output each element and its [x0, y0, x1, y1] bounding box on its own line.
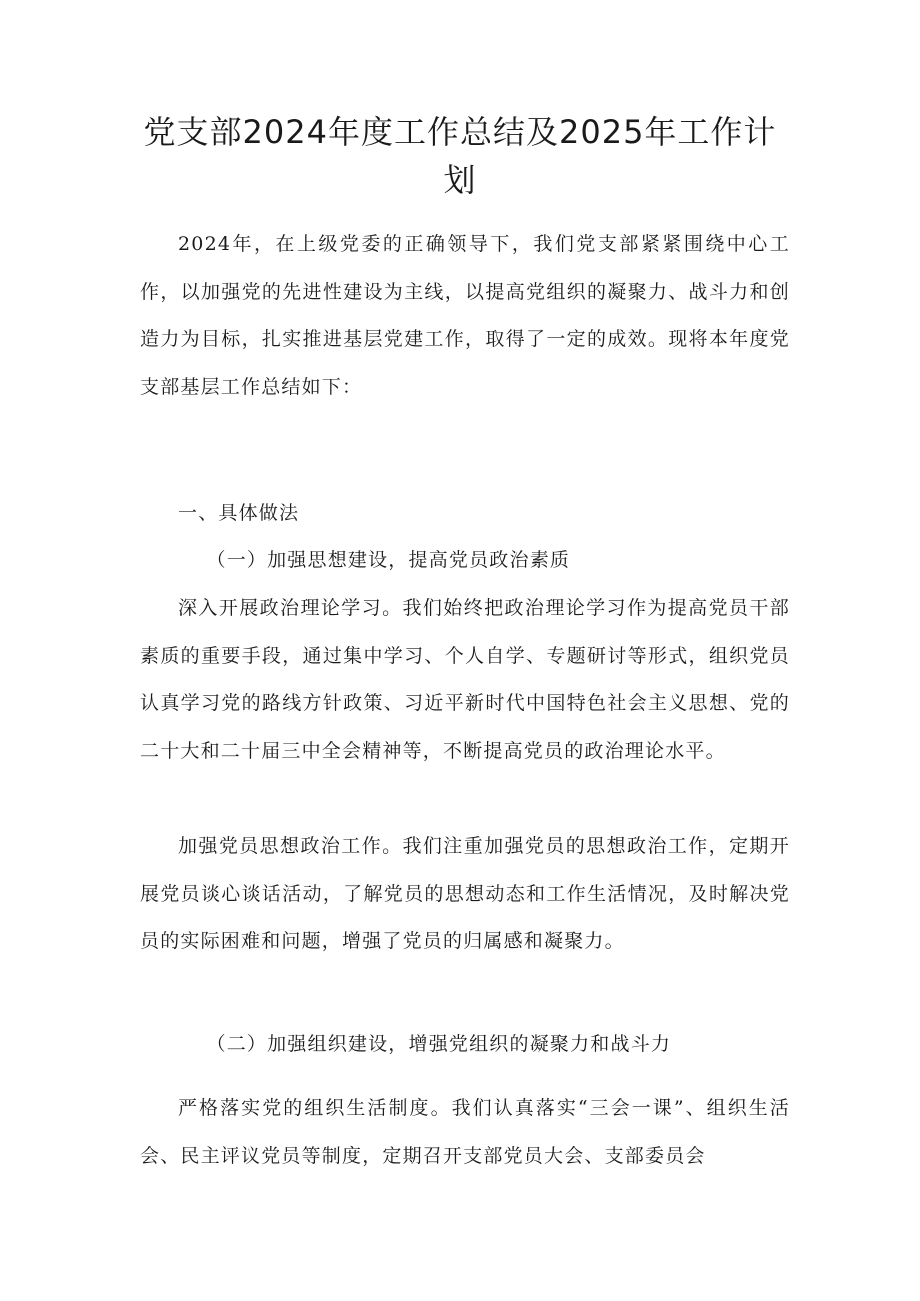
subsection-2-paragraph-1: 严格落实党的组织生活制度。我们认真落实“三会一课”、组织生活会、民主评议党员等制度，定期召开支部党员大会、支部委员会: [140, 1097, 790, 1167]
subsection-1-paragraph-2: 加强党员思想政治工作。我们注重加强党员的思想政治工作，定期开展党员谈心谈话活动，了解党员的思想动态和工作生活情况，及时解决党员的实际困难和问题，增强了党员的归属感和凝聚力。: [140, 835, 790, 952]
intro-paragraph: 2024年，在上级党委的正确领导下，我们党支部紧紧围绕中心工作，以加强党的先进性建设为主线，以提高党组织的凝聚力、战斗力和创造力为目标，扎实推进基层党建工作，取得了一定的成效。现将本年度党支部基层工作总结如下：: [140, 233, 790, 398]
document-title-line-1: 党支部2024年度工作总结及2025年工作计: [143, 113, 777, 151]
document-title-line-2: 划: [443, 161, 477, 199]
section-1-heading: 一、具体做法: [178, 502, 300, 524]
subsection-1-heading: （一）加强思想建设，提高党员政治素质: [206, 549, 571, 571]
subsection-2-heading: （二）加强组织建设，增强党组织的凝聚力和战斗力: [206, 1033, 672, 1055]
subsection-1-paragraph-1: 深入开展政治理论学习。我们始终把政治理论学习作为提高党员干部素质的重要手段，通过集中学习、个人自学、专题研讨等形式，组织党员认真学习党的路线方针政策、习近平新时代中国特色社会主义思想、党的二十大和二十届三中全会精神等，不断提高党员的政治理论水平。: [140, 597, 790, 762]
